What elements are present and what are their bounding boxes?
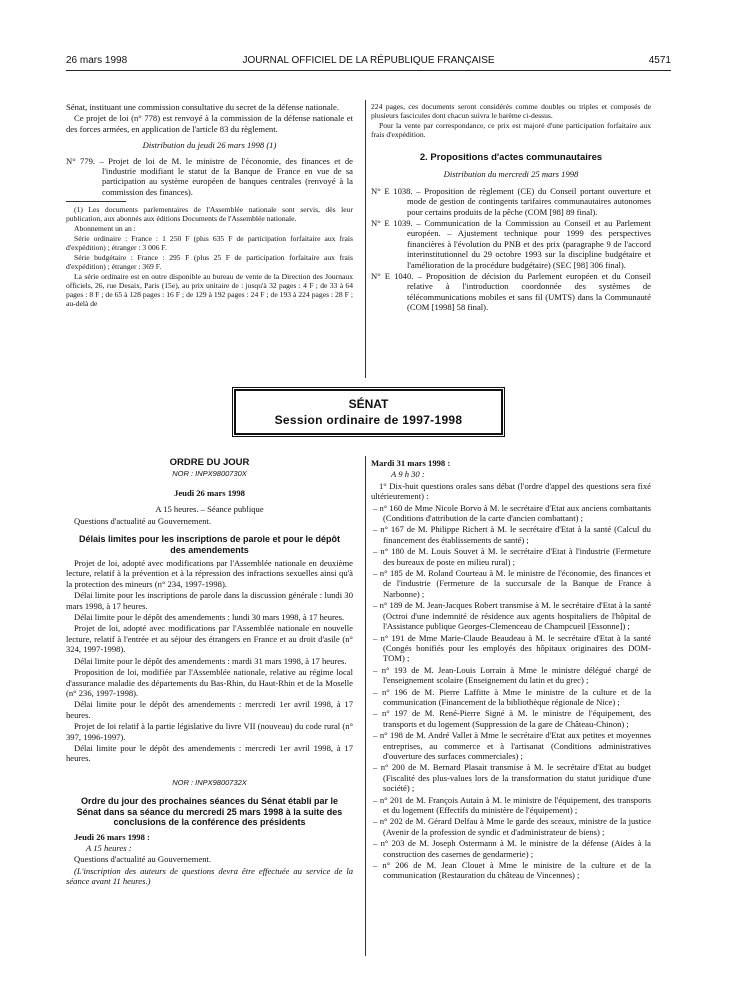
agenda-heading: Ordre du jour des prochaines séances du Sénat établi par le Sénat dans sa séance du mercredi 25 mars 1998 à la suite des conclusions de la conférence des présidents [76, 796, 343, 828]
question-item: – n° 189 de M. Jean-Jacques Robert transmise à M. le secrétaire d'Etat à la santé (Octroi d'une indemnité de résidence aux agents hospitaliers de l'hôpital de l'Assistance publique Georges-Clemenceau de Champcueil [Essonne]) ; [373, 600, 651, 632]
distribution-date: Distribution du jeudi 26 mars 1998 (1) [142, 140, 277, 151]
bottom-right-column [371, 458, 651, 882]
paragraph: Projet de loi relatif à la partie législative du livre VII (nouveau) du code rural (n° 397, 1996-1997). [66, 721, 353, 742]
footnote-rule [66, 201, 126, 202]
document-item: N° 779. – Projet de loi de M. le ministre de l'économie, des finances et de l'industrie modifiant le statut de la Banque de France en vue de sa participation au système européen de banques centrales (renvoyé à la commission des finances). [66, 155, 353, 197]
question-item: – n° 180 de M. Louis Souvet à M. le secrétaire d'Etat à l'industrie (Fermeture des bureaux de poste en milieu rural) ; [373, 546, 651, 567]
question-item: – n° 197 de M. René-Pierre Signé à M. le ministre de l'équipement, des transports et du logement (Suppression de la gare de Château-Chinon) ; [373, 708, 651, 729]
document-item: N° E 1040. – Proposition de décision du Parlement européen et du Conseil relative à l'introduction coordonnée des systèmes de télécommunications mobiles et sans fil (UMTS) dans la Communauté (COM [1998] 58 final). [371, 271, 651, 313]
footnote: Série budgétaire : France : 295 F (plus 25 F de participation forfaitaire aux frais d'expédition) ; étranger : 369 F. [66, 253, 353, 272]
paragraph: Projet de loi, adopté avec modifications par l'Assemblée nationale en nouvelle lecture, relatif à l'entrée et au séjour des étrangers en France et au droit d'asile (n° 324, 1997-1998). [66, 623, 353, 655]
document-item: N° E 1039. – Communication de la Commission au Conseil et au Parlement européen. – Ajustement technique pour 1999 des perspectives financières à l'évolution du PNB et des prix (paragraphe 9 de l'accord interinstitutionnel du 29 octobre 1993 sur la discipline budgétaire et l'amélioration de la procédure budgétaire) (SEC [98] 306 final). [371, 218, 651, 270]
nor-reference: NOR : INPX9800730X [172, 469, 247, 479]
deadline-heading: Délais limites pour les inscriptions de parole et pour le dépôt des amendements [78, 534, 341, 555]
question-item: – n° 193 de M. Jean-Louis Lorrain à Mme le ministre délégué chargé de l'enseignement scolaire (Enseignement du latin et du grec) ; [373, 664, 651, 686]
session-date: Mardi 31 mars 1998 : [371, 458, 451, 468]
session-date: Jeudi 26 mars 1998 : [74, 831, 150, 842]
footnote: (1) Les documents parlementaires de l'Assemblée nationale sont servis, dès leur publication, aux abonnés aux éditions Documents de l'Assemblée nationale. [66, 205, 353, 224]
paragraph: Projet de loi, adopté avec modifications par l'Assemblée nationale en deuxième lecture, relatif à la prévention et à la répression des infractions sexuelles ainsi qu'à la protection des mineurs (n° 234, 1997-1998). [66, 558, 353, 589]
paragraph: 224 pages, ces documents seront considérés comme doubles ou triples et composés de plusieurs fascicules dont chacun suivra le barème ci-dessus. [371, 102, 651, 120]
header-journal-title: JOURNAL OFFICIEL DE LA RÉPUBLIQUE FRANÇAISE [242, 55, 495, 66]
question-item: – n° 202 de M. Gérard Delfau à Mme le garde des sceaux, ministre de la justice (Avenir de la profession de syndic et d'administrateur de biens) ; [373, 816, 652, 837]
note: (L'inscription des auteurs de questions devra être effectuée au service de la séance avant 11 heures.) [66, 865, 353, 887]
paragraph: Sénat, instituant une commission consultative du secret de la défense nationale. [66, 102, 340, 112]
session-time: A 9 h 30 : [391, 469, 425, 480]
session-time: A 15 heures. – Séance publique [155, 504, 264, 515]
column-divider [365, 100, 366, 378]
header-page-number: 4571 [648, 55, 671, 66]
footnote: Abonnement un an : [74, 224, 136, 234]
session-time: A 15 heures : [86, 843, 132, 854]
session-subtitle: Session ordinaire de 1997-1998 [274, 413, 463, 427]
paragraph: Ce projet de loi (n° 778) est renvoyé à la commission de la défense nationale et des forces armées, en application de l'article 83 du règlement. [66, 113, 353, 134]
distribution-date: Distribution du mercredi 25 mars 1998 [443, 169, 579, 180]
column-divider [365, 456, 366, 956]
paragraph: Délai limite pour le dépôt des amendements : lundi 30 mars 1998, à 17 heures. [74, 612, 345, 623]
paragraph: Pour la vente par correspondance, ce prix est majoré d'une participation forfaitaire aux frais d'expédition. [371, 121, 651, 139]
paragraph: Questions d'actualité au Gouvernement. [74, 854, 212, 865]
question-item: – n° 191 de Mme Marie-Claude Beaudeau à M. le secrétaire d'Etat à la santé (Congés bonifiés pour les employés des hôpitaux originaires des DOM-TOM) ; [373, 632, 651, 664]
footnote: Série ordinaire : France : 1 250 F (plus 635 F de participation forfaitaire aux frais d'expédition) ; étranger : 3 006 F. [66, 234, 353, 253]
question-item: – n° 200 de M. Bernard Plasait transmise à M. le secrétaire d'Etat au budget (Fiscalité des plus-values lors de la transformation du statut juridique d'une société) ; [373, 762, 652, 794]
paragraph: 1° Dix-huit questions orales sans débat (l'ordre d'appel des questions sera fixé ultérieurement) : [371, 480, 651, 502]
page-header [66, 55, 671, 71]
top-right-column [371, 102, 651, 314]
section-heading: 2. Propositions d'actes communautaires [419, 152, 603, 163]
question-item: – n° 160 de Mme Nicole Borvo à M. le secrétaire d'Etat aux anciens combattants (Conditions d'attribution de la carte d'ancien combattant) ; [373, 502, 651, 524]
question-item: – n° 206 de M. Jean Clouet à Mme le ministre de la culture et de la communication (Restauration du château de Vincennes) ; [373, 860, 651, 881]
header-date: 26 mars 1998 [66, 55, 128, 66]
question-item: – n° 198 de M. André Vallet à Mme le secrétaire d'Etat aux petites et moyennes entreprises, au commerce et à l'artisanat (Conditions administratives d'ouverture des surfaces commerciales) ; [373, 730, 651, 761]
question-item: – n° 196 de M. Pierre Laffitte à Mme le ministre de la culture et de la communication (Financement de la bibliothèque régionale de Nice) ; [373, 686, 652, 707]
senat-title-box [234, 389, 503, 435]
paragraph: Délai limite pour le dépôt des amendements : mercredi 1er avril 1998, à 17 heures. [66, 742, 353, 764]
question-item: – n° 167 de M. Philippe Richert à M. le secrétaire d'Etat à la santé (Calcul du financement des établissements de santé) ; [373, 524, 651, 545]
document-item: N° E 1038. – Proposition de règlement (CE) du Conseil portant ouverture et mode de gestion de contingents tarifaires communautaires autonomes pour certains produits de la pêche (COM [98] 89 final). [371, 185, 651, 217]
paragraph: Délai limite pour le dépôt des amendements : mardi 31 mars 1998, à 17 heures. [74, 655, 347, 666]
paragraph: Proposition de loi, modifiée par l'Assemblée nationale, relative au régime local d'assurance maladie des départements du Bas-Rhin, du Haut-Rhin et de la Moselle (n° 236, 1997-1998). [66, 667, 353, 698]
agenda-heading: ORDRE DU JOUR [169, 457, 250, 468]
session-date: Jeudi 26 mars 1998 [174, 487, 245, 498]
footnote: La série ordinaire est en outre disponible au bureau de vente de la Direction des Journaux officiels, 26, rue Desaix, Paris (15e), au prix unitaire de : jusqu'à 32 pages : 4 F ; de 33 à 64 pages : 8 F ; de 65 à 128 pages : 16 F ; de 129 à 192 pages : 24 F ; de 193 à 224 pages : 28 F ; au-delà de [66, 272, 353, 309]
question-item: – n° 185 de M. Roland Courteau à M. le ministre de l'économie, des finances et de l'industrie (Fermeture de la succursale de la Banque de France à Narbonne) ; [373, 568, 651, 599]
bottom-left-column [66, 458, 353, 888]
question-item: – n° 203 de M. Joseph Ostermann à M. le ministre de la défense (Aides à la construction des casernes de gendarmerie) ; [373, 838, 651, 859]
nor-reference: NOR : INPX9800732X [172, 777, 247, 787]
top-left-column [66, 102, 353, 309]
senat-title: SÉNAT [348, 397, 389, 411]
paragraph: Délai limite pour le dépôt des amendements : mercredi 1er avril 1998, à 17 heures. [66, 699, 353, 720]
question-item: – n° 201 de M. François Autain à M. le ministre de l'équipement, des transports et du logement (Effectifs du ministère de l'équipement) ; [373, 794, 651, 815]
paragraph: Délai limite pour les inscriptions de parole dans la discussion générale : lundi 30 mars 1998, à 17 heures. [66, 590, 353, 611]
header-rule [66, 70, 671, 71]
paragraph: Questions d'actualité au Gouvernement. [74, 515, 212, 526]
